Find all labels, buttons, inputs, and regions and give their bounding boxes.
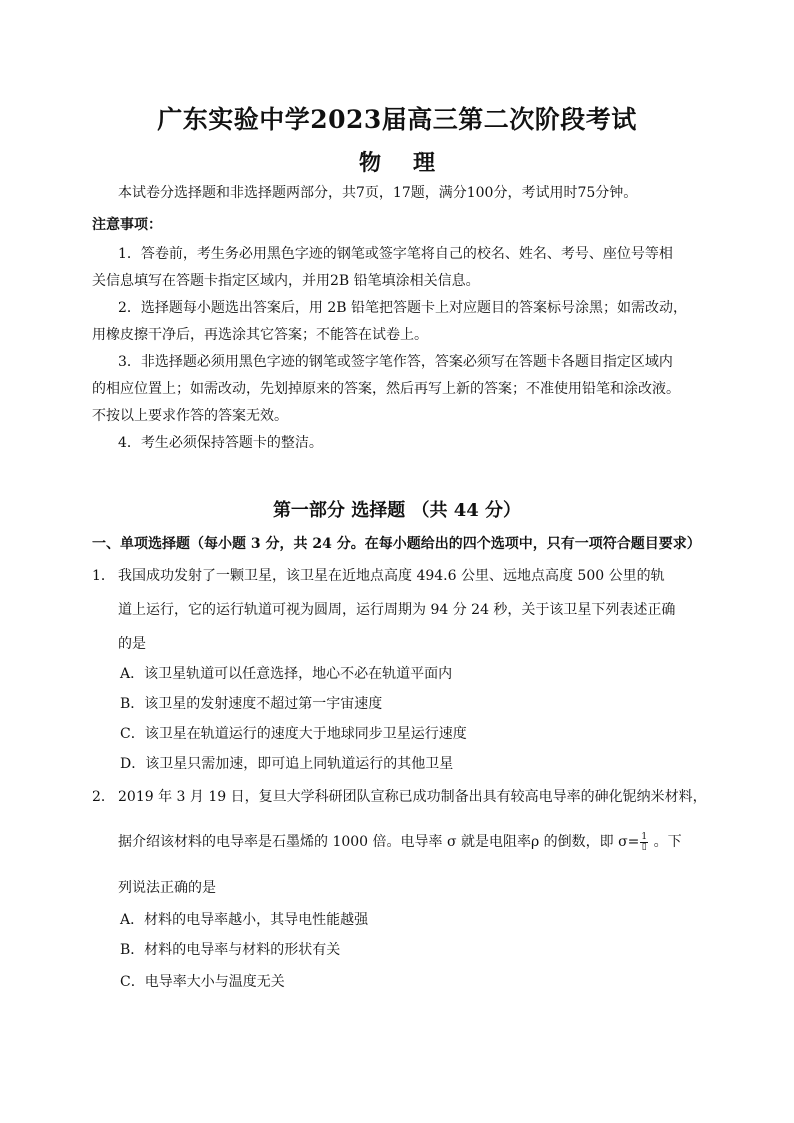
notice-item-2: 2．选择题每小题选出答案后，用 2B 铅笔把答题卡上对应题目的答案标号涂黑；如需改动， xyxy=(118,300,688,316)
q2-line2-text: 据介绍该材料的电导率是石墨烯的 1000 倍。电导率 σ 就是电阻率ρ 的倒数，即 σ= xyxy=(118,834,640,850)
part-heading: 一、单项选择题（每小题 3 分，共 24 分。在每小题给出的四个选项中，只有一项符合题目要求） xyxy=(92,536,701,552)
subject-char-2: 理 xyxy=(413,150,436,176)
subject-title xyxy=(0,146,794,177)
notice-item-1: 1．答卷前，考生务必用黑色字迹的钢笔或签字笔将自己的校名、姓名、考号、座位号等相 xyxy=(118,246,673,262)
q1-option-c: C．该卫星在轨道运行的速度大于地球同步卫星运行速度 xyxy=(120,726,467,742)
question-2-line-1: 2019 年 3 月 19 日，复旦大学科研团队宣称已成功制备出具有较高电导率的砷化铌纳米材料， xyxy=(118,789,707,805)
notice-heading: 注意事项： xyxy=(92,217,162,233)
question-2-line-3: 列说法正确的是 xyxy=(118,880,216,896)
exam-title: 广东实验中学2023届高三第二次阶段考试 xyxy=(157,105,637,134)
q2-option-a: A．材料的电导率越小，其导电性能越强 xyxy=(120,912,369,928)
fraction-denominator: ▯ xyxy=(641,841,647,852)
notice-item-2-cont: 用橡皮擦干净后，再选涂其它答案；不能答在试卷上。 xyxy=(92,327,428,343)
q1-option-b: B．该卫星的发射速度不超过第一宇宙速度 xyxy=(120,696,383,712)
q1-option-a: A．该卫星轨道可以任意选择，地心不必在轨道平面内 xyxy=(120,666,453,682)
question-1-line-3: 的是 xyxy=(118,636,146,652)
notice-item-1-cont: 关信息填写在答题卡指定区域内，并用2B 铅笔填涂相关信息。 xyxy=(92,273,480,289)
intro-text: 本试卷分选择题和非选择题两部分，共7页，17题，满分100分，考试用时75分钟。 xyxy=(118,185,638,201)
notice-item-4: 4．考生必须保持答题卡的整洁。 xyxy=(118,435,323,451)
subject-char-1: 物 xyxy=(358,150,381,176)
question-1-line-2: 道上运行，它的运行轨道可视为圆周，运行周期为 94 分 24 秒，关于该卫星下列表述正确 xyxy=(118,602,676,618)
fraction-numerator: 1 xyxy=(641,831,648,842)
q2-option-b: B．材料的电导率与材料的形状有关 xyxy=(120,942,341,958)
q2-line2-tail: 。下 xyxy=(649,834,682,850)
notice-item-3-cont: 的相应位置上；如需改动，先划掉原来的答案，然后再写上新的答案；不准使用铅笔和涂改液。 xyxy=(92,381,680,397)
question-2-number: 2． xyxy=(92,789,115,805)
question-2-line-2 xyxy=(118,832,682,852)
notice-item-3-cont2: 不按以上要求作答的答案无效。 xyxy=(92,408,288,424)
notice-item-3: 3．非选择题必须用黑色字迹的钢笔或签字笔作答，答案必须写在答题卡各题目指定区域内 xyxy=(118,354,673,370)
fraction-formula xyxy=(640,833,648,852)
question-number: 1． xyxy=(92,568,115,584)
question-1-line-1: 我国成功发射了一颗卫星，该卫星在近地点高度 494.6 公里、远地点高度 500 公里的轨 xyxy=(118,568,665,584)
q1-option-d: D．该卫星只需加速，即可追上同轨道运行的其他卫星 xyxy=(120,756,454,772)
section-title: 第一部分 选择题 （共 44 分） xyxy=(272,500,522,521)
q2-option-c: C．电导率大小与温度无关 xyxy=(120,974,285,990)
